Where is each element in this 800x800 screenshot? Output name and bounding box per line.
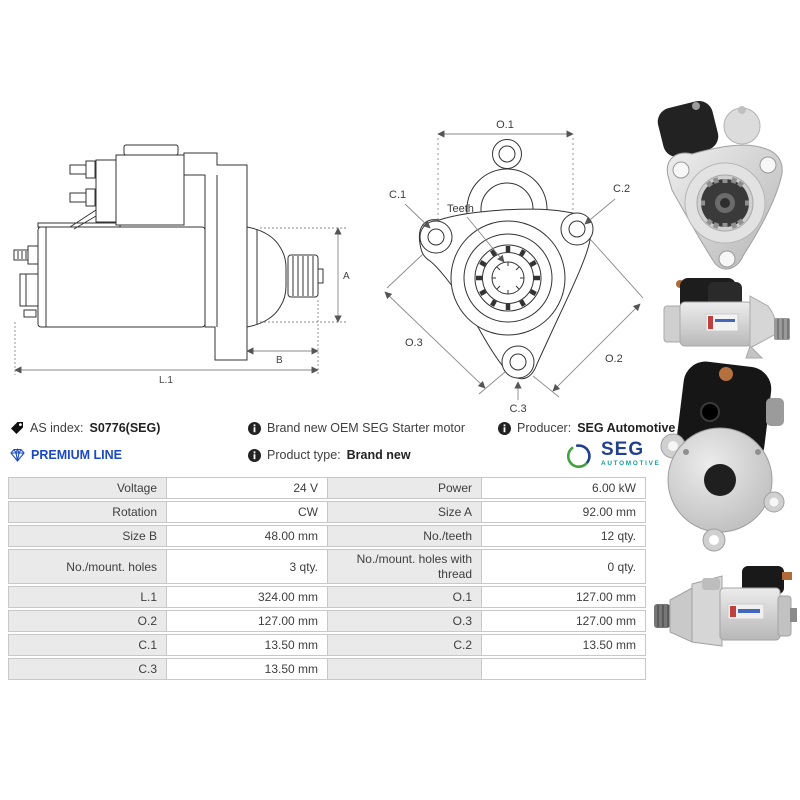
table-row	[8, 477, 648, 499]
diamond-icon	[10, 448, 25, 462]
spec-value: 13.50 mm	[166, 634, 328, 656]
info-icon	[248, 422, 261, 435]
table-row	[8, 634, 648, 656]
dim-label-l1: L.1	[159, 375, 173, 386]
info-icon	[248, 449, 261, 462]
spec-label: Power	[327, 477, 482, 499]
product-type-row	[248, 448, 411, 462]
as-index-value: S0776(SEG)	[89, 421, 161, 435]
producer-row	[498, 421, 675, 435]
dim-label-c2: C.2	[613, 183, 631, 195]
spec-label: Size B	[8, 525, 167, 547]
product-photo-side-view[interactable]	[650, 272, 798, 364]
spec-value: 127.00 mm	[166, 610, 328, 632]
as-index-row	[10, 421, 160, 435]
spec-value: 24 V	[166, 477, 328, 499]
dim-label-o1: O.1	[496, 119, 514, 131]
spec-label: Size A	[327, 501, 482, 523]
front-view-technical-drawing	[375, 112, 655, 420]
description-row	[248, 421, 465, 435]
table-row	[8, 525, 648, 547]
as-index-label: AS index:	[30, 421, 84, 435]
dim-label-a: A	[343, 271, 350, 282]
spec-value: 3 qty.	[166, 549, 328, 584]
spec-value: 13.50 mm	[166, 658, 328, 680]
spec-label: No./mount. holes	[8, 549, 167, 584]
premium-line-label: PREMIUM LINE	[31, 448, 122, 462]
producer-label: Producer:	[517, 421, 572, 435]
spec-value: 92.00 mm	[481, 501, 646, 523]
dim-label-o3: O.3	[405, 337, 423, 349]
spec-label: L.1	[8, 586, 167, 608]
seg-ring-icon	[562, 439, 596, 473]
spec-value: 12 qty.	[481, 525, 646, 547]
spec-label: C.2	[327, 634, 482, 656]
spec-value: 0 qty.	[481, 549, 646, 584]
spec-label: O.2	[8, 610, 167, 632]
dim-label-teeth: Teeth	[447, 203, 474, 215]
spec-label: No./mount. holes with thread	[327, 549, 482, 584]
product-photo-rear-view[interactable]	[650, 360, 798, 552]
dim-label-b: B	[276, 355, 283, 366]
dim-label-o2: O.2	[605, 353, 623, 365]
spec-label: No./teeth	[327, 525, 482, 547]
table-row	[8, 586, 648, 608]
spec-value: 48.00 mm	[166, 525, 328, 547]
spec-label: C.3	[8, 658, 167, 680]
spec-label: Rotation	[8, 501, 167, 523]
side-view-technical-drawing	[12, 130, 357, 395]
premium-line-row[interactable]	[10, 448, 122, 462]
spec-value: CW	[166, 501, 328, 523]
product-type-label: Product type:	[267, 448, 341, 462]
dim-label-c1: C.1	[389, 189, 407, 201]
tag-icon	[10, 421, 24, 435]
table-row	[8, 501, 648, 523]
spec-value	[481, 658, 646, 680]
product-photo-side-view-2[interactable]	[650, 548, 798, 656]
spec-label: O.3	[327, 610, 482, 632]
spec-value: 13.50 mm	[481, 634, 646, 656]
spec-label	[327, 658, 482, 680]
spec-table	[8, 477, 648, 682]
spec-value: 127.00 mm	[481, 610, 646, 632]
spec-label: C.1	[8, 634, 167, 656]
seg-logo-subtitle: AUTOMOTIVE	[601, 460, 661, 467]
info-icon	[498, 422, 511, 435]
spec-value: 324.00 mm	[166, 586, 328, 608]
producer-value: SEG Automotive	[577, 421, 676, 435]
description-text: Brand new OEM SEG Starter motor	[267, 421, 465, 435]
spec-label: Voltage	[8, 477, 167, 499]
seg-logo-name: SEG	[601, 439, 645, 460]
spec-value: 6.00 kW	[481, 477, 646, 499]
spec-value: 127.00 mm	[481, 586, 646, 608]
table-row	[8, 549, 648, 584]
table-row	[8, 658, 648, 680]
table-row	[8, 610, 648, 632]
dim-label-c3: C.3	[509, 403, 527, 415]
product-photo-front-view[interactable]	[650, 98, 798, 288]
seg-automotive-logo	[562, 439, 661, 473]
product-type-value: Brand new	[346, 448, 411, 462]
spec-label: O.1	[327, 586, 482, 608]
